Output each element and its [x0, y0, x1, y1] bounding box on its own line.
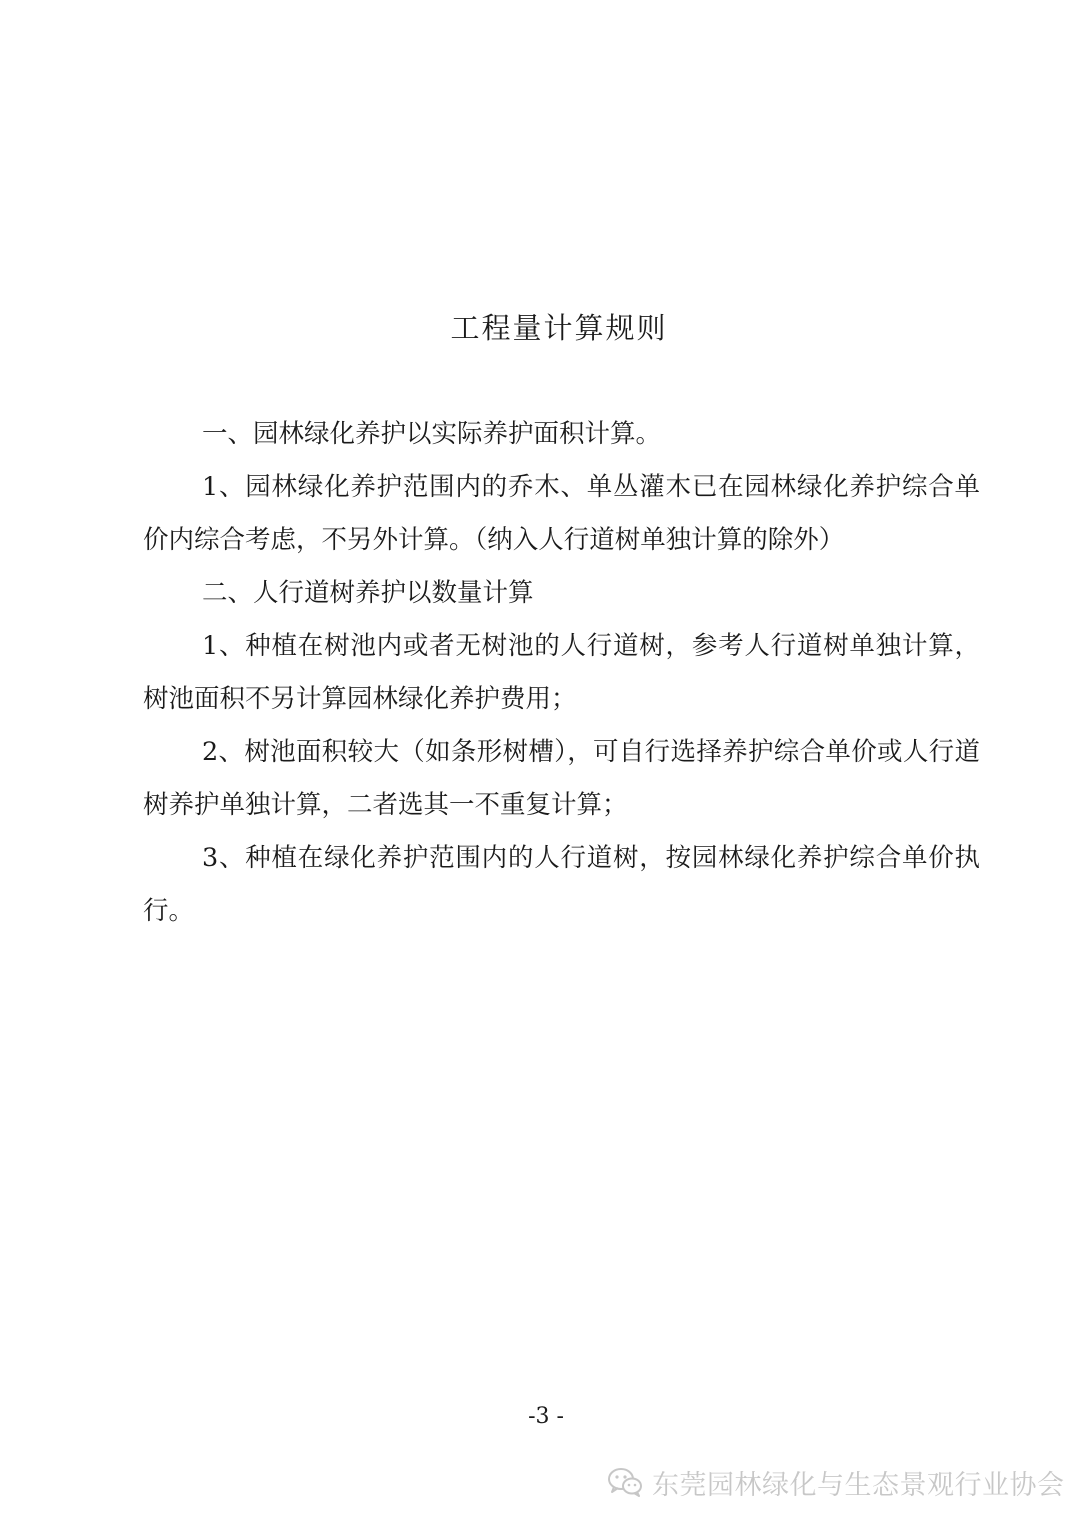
watermark: [606, 1462, 1065, 1502]
paragraph-section-2-item-3: 3、种植在绿化养护范围内的人行道树，按园林绿化养护综合单价执行。: [143, 843, 980, 926]
page-number: -3 -: [528, 1404, 564, 1429]
paragraph-section-1-item-1: 1、园林绿化养护范围内的乔木、单丛灌木已在园林绿化养护综合单价内综合考虑，不另外计算。（纳入人行道树单独计算的除外）: [143, 472, 980, 555]
paragraph-section-2-item-1: 1、种植在树池内或者无树池的人行道树，参考人行道树单独计算，树池面积不另计算园林绿化养护费用；: [143, 631, 980, 714]
wechat-icon: [606, 1466, 644, 1498]
document-title: 工程量计算规则: [450, 311, 668, 345]
document-body: [143, 408, 980, 938]
watermark-text: 东莞园林绿化与生态景观行业协会: [652, 1469, 1065, 1501]
paragraph-section-1-heading: 一、园林绿化养护以实际养护面积计算。: [202, 419, 662, 449]
paragraph-section-2-item-2: 2、树池面积较大（如条形树槽），可自行选择养护综合单价或人行道树养护单独计算，二者选其一不重复计算；: [143, 737, 980, 820]
paragraph-section-2-heading: 二、人行道树养护以数量计算: [202, 578, 534, 608]
